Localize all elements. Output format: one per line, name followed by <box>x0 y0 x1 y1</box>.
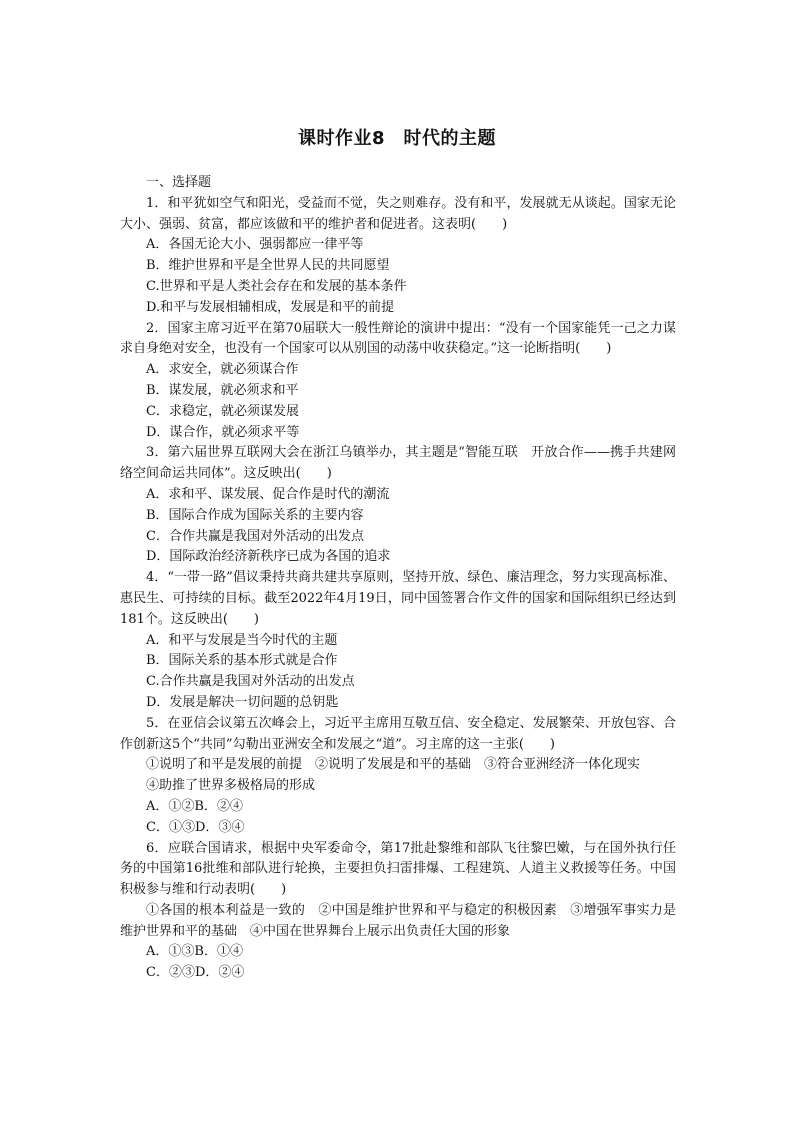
page-title: 课时作业8 时代的主题 <box>297 128 497 149</box>
question-stem: 1．和平犹如空气和阳光，受益而不觉，失之则难存。没有和平，发展就无从谈起。国家无论大小、强弱、贫富，都应该做和平的维护者和促进者。这表明( ) <box>120 195 676 232</box>
option-a: A．和平与发展是当今时代的主题 <box>146 632 338 648</box>
option-c: C.世界和平是人类社会存在和发展的基本条件 <box>146 278 407 294</box>
statement-list: ④助推了世界多极格局的形成 <box>146 778 316 794</box>
option-c: C.合作共赢是我国对外活动的出发点 <box>146 674 355 690</box>
option-b: B．维护世界和平是全世界人民的共同愿望 <box>146 258 390 274</box>
statement-list: ①说明了和平是发展的前提 ②说明了发展是和平的基础 ③符合亚洲经济一体化现实 <box>146 757 641 773</box>
option-d: D.和平与发展相辅相成，发展是和平的前提 <box>146 299 395 315</box>
option-d: D．谋合作，就必须求平等 <box>146 424 300 440</box>
option-c: C．合作共赢是我国对外活动的出发点 <box>146 528 364 544</box>
question-stem: 5．在亚信会议第五次峰会上，习近平主席用互敬互信、安全稳定、发展繁荣、开放包容、合作创新这5个“共同”勾勒出亚洲安全和发展之“道”。习主席的这一主张( ) <box>120 715 676 752</box>
option-b: B．国际关系的基本形式就是合作 <box>146 653 338 669</box>
option-row: A．①③B．①④ <box>146 944 243 960</box>
option-b: B．国际合作成为国际关系的主要内容 <box>146 507 364 523</box>
option-row: C．②③D．②④ <box>146 965 245 981</box>
option-d: D．发展是解决一切问题的总钥匙 <box>146 694 339 710</box>
option-a: A．各国无论大小、强弱都应一律平等 <box>146 237 364 253</box>
question-stem: 3．第六届世界互联网大会在浙江乌镇举办，其主题是“智能互联 开放合作——携手共建网络空间命运共同体”。这反映出( ) <box>120 445 676 482</box>
option-d: D．国际政治经济新秩序已成为各国的追求 <box>146 549 391 565</box>
option-row: C．①③D．③④ <box>146 819 245 835</box>
question-stem: 4．“一带一路”倡议秉持共商共建共享原则，坚持开放、绿色、廉洁理念，努力实现高标准、惠民生、可持续的目标。截至2022年4月19日，同中国签署合作文件的国家和国际组织已经达到181个。这反映出( ) <box>120 570 676 627</box>
question-list <box>120 173 676 984</box>
section-heading: 一、选择题 <box>146 175 212 190</box>
statement-list: ①各国的根本利益是一致的 ②中国是维护世界和平与稳定的积极因素 ③增强军事实力是维护世界和平的基础 ④中国在世界舞台上展示出负责任大国的形象 <box>120 902 676 939</box>
option-b: B．谋发展，就必须求和平 <box>146 382 299 398</box>
question-stem: 2．国家主席习近平在第70届联大一般性辩论的演讲中提出：“没有一个国家能凭一己之力谋求自身绝对安全，也没有一个国家可以从别国的动荡中收获稳定。”这一论断指明( ) <box>120 320 676 357</box>
option-c: C．求稳定，就必须谋发展 <box>146 403 299 419</box>
option-row: A．①②B．②④ <box>146 798 243 814</box>
option-a: A．求和平、谋发展、促合作是时代的潮流 <box>146 486 390 502</box>
question-stem: 6．应联合国请求，根据中央军委命令，第17批赴黎维和部队飞往黎巴嫩，与在国外执行任务的中国第16批维和部队进行轮换，主要担负扫雷排爆、工程建筑、人道主义救援等任务。中国积极参与维和行动表明( ) <box>120 840 676 898</box>
option-a: A．求安全，就必须谋合作 <box>146 362 299 378</box>
